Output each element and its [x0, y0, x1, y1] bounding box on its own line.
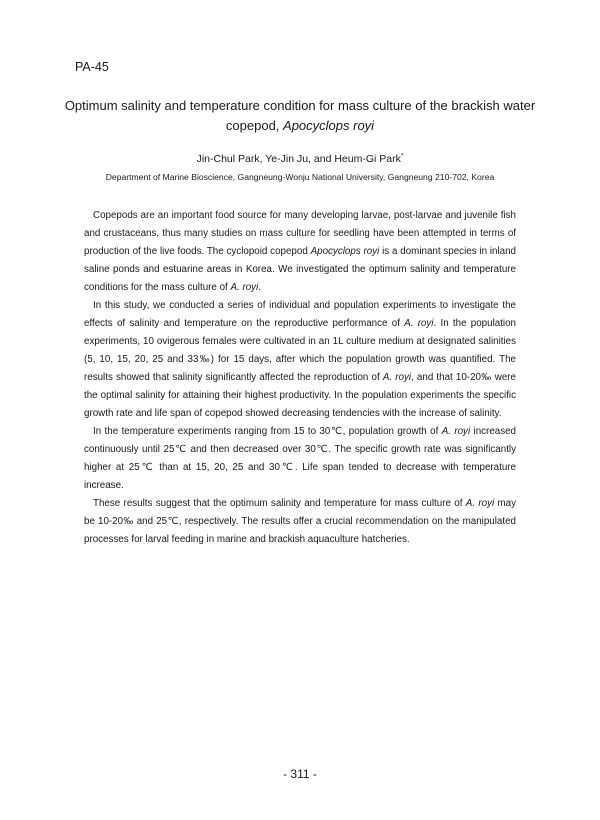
- p2-text-a: In this study, we conducted a series of individual and population experiments to investigate the effects of salinity and temperature on the reproductive performance of: [84, 300, 516, 329]
- p1-species-abbrev: A. royi: [230, 282, 259, 293]
- p1-text-c: is a dominant species in inland saline ponds and estuarine areas in Korea. We investigated the optimum salinity and temperature conditions for the mass culture of: [84, 246, 517, 293]
- abstract-code: PA-45: [75, 60, 109, 74]
- paragraph-3: [84, 423, 516, 495]
- abstract-body: [84, 207, 516, 549]
- p3-species-abbrev: A. royi: [441, 426, 471, 437]
- p3-text-a: In the temperature experiments ranging from 15 to 30℃, population growth of: [93, 426, 442, 437]
- p4-species-abbrev: A. royi: [465, 498, 495, 509]
- paragraph-2: [84, 297, 516, 423]
- paragraph-4: [84, 495, 516, 549]
- author-list: [60, 153, 540, 165]
- p1-text-e: .: [258, 282, 261, 293]
- p4-text-a: These results suggest that the optimum salinity and temperature for mass culture of: [93, 498, 466, 509]
- corresponding-author-mark: *: [400, 152, 404, 160]
- affiliation: Department of Marine Bioscience, Gangneung-Wonju National University, Gangneung 210-702, Korea: [105, 172, 495, 182]
- title-line-1: Optimum salinity and temperature condition for mass culture of the brackish water: [64, 98, 536, 113]
- p3-text-c: increased continuously until 25℃ and then decreased over 30℃. The specific growth rate was significantly higher at 25℃ than at 15, 20, 25 and 30℃. Life span tended to decrease with temperature increase.: [84, 426, 517, 491]
- p2-species-abbrev-2: A. royi: [382, 372, 412, 383]
- paper-title: [60, 96, 540, 136]
- p2-text-c: . In the population experiments, 10 ovigerous females were cultivated in an 1L culture medium at designated salinities (5, 10, 15, 20, 25 and 33‰) for 15 days, after which the population growth was quantified. The results showed that salinity significantly affected the reproduction of: [84, 318, 516, 383]
- author-names: Jin-Chul Park, Ye-Jin Ju, and Heum-Gi Park: [196, 153, 401, 165]
- title-species: Apocyclops royi: [283, 118, 375, 133]
- p1-species-name: Apocyclops royi: [310, 246, 380, 257]
- paragraph-1: [84, 207, 516, 297]
- p2-text-e: , and that 10-20‰ were the optimal salinity for attaining their highest productivity. In the population experiments the specific growth rate and life span of copepod showed decreasing tendencies with the increase of salinity.: [84, 372, 517, 419]
- title-line-2-prefix: copepod,: [225, 118, 284, 133]
- p2-species-abbrev-1: A. royi: [404, 318, 434, 329]
- page-number: - 311 -: [283, 767, 317, 781]
- p4-text-c: may be 10-20‰ and 25℃, respectively. The results offer a crucial recommendation on the manipulated processes for larval feeding in marine and brackish aquaculture hatcheries.: [84, 498, 516, 545]
- p1-text-a: Copepods are an important food source for many developing larvae, post-larvae and juvenile fish and crustaceans, thus many studies on mass culture for seedling have been attempted in terms of production of the live foods. The cyclopoid copepod: [84, 210, 516, 257]
